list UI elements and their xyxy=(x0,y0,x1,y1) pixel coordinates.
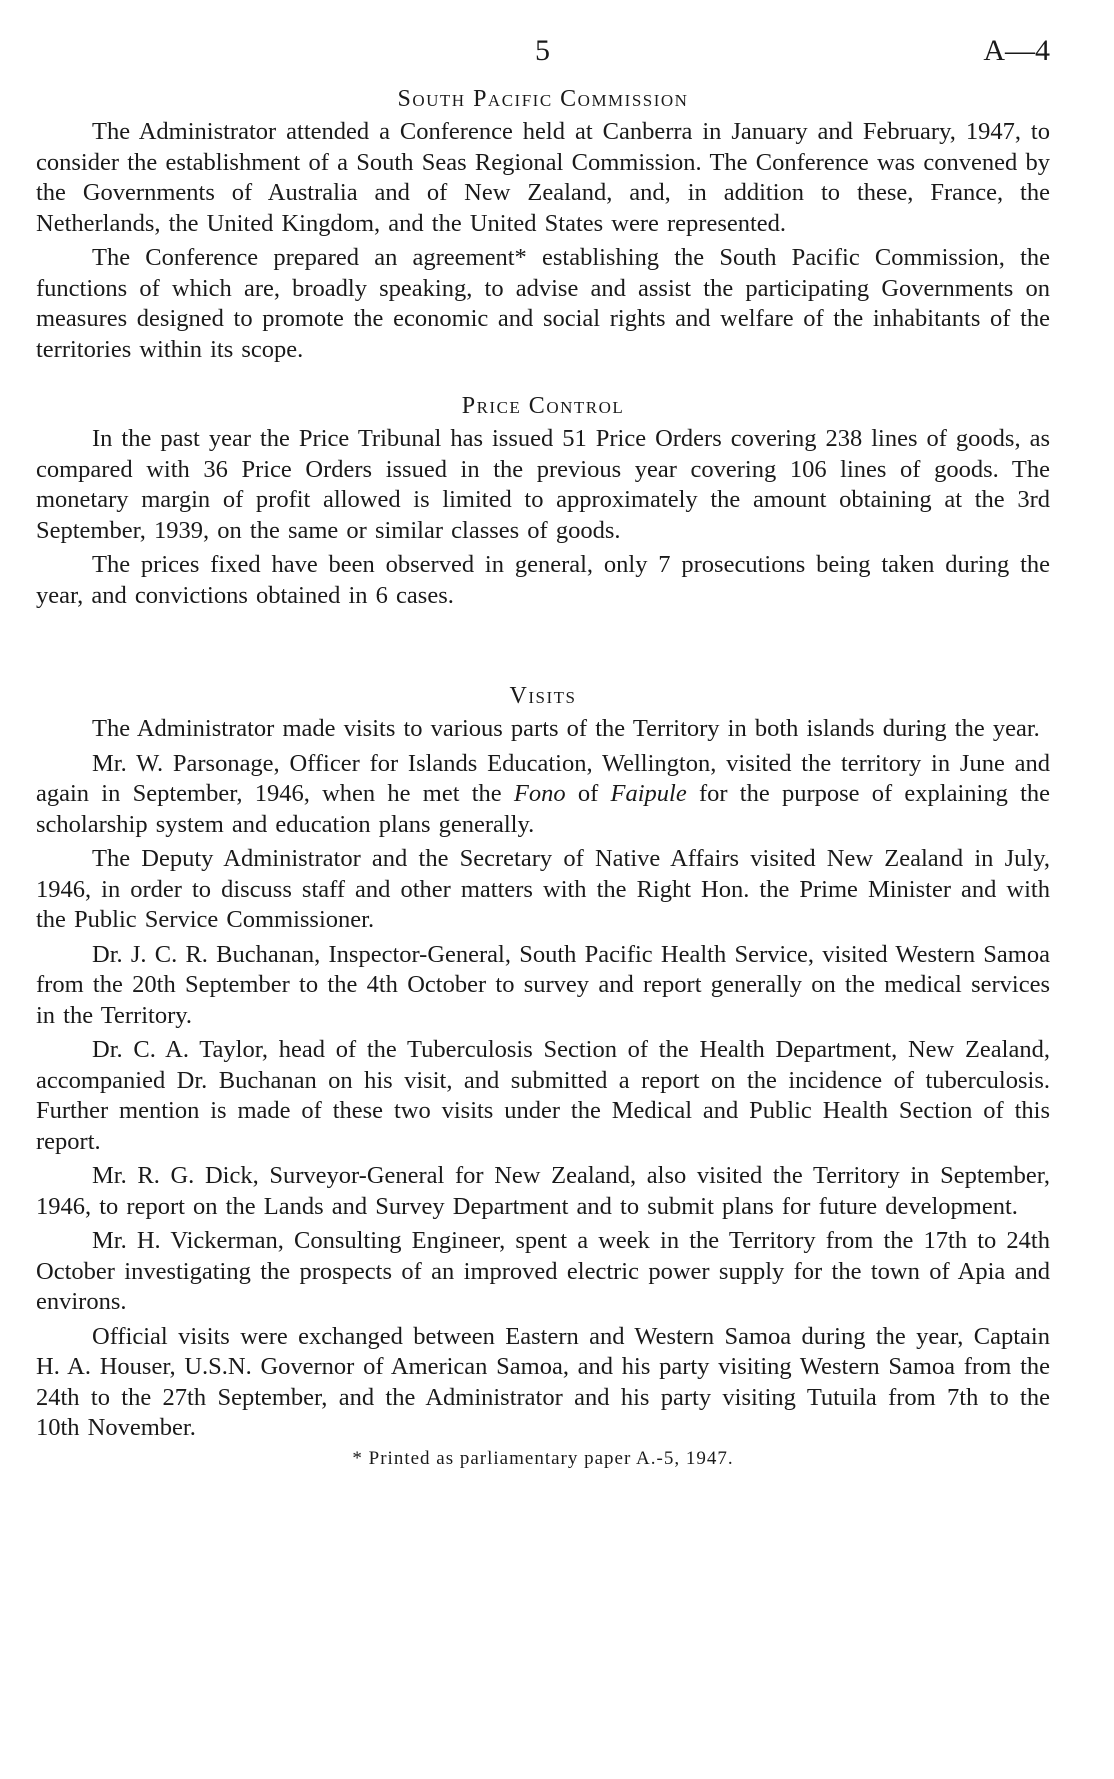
section-price-control xyxy=(36,393,1050,611)
paragraph: Official visits were exchanged between Eastern and Western Samoa during the year, Captain H. A. Houser, U.S.N. Governor of American Samoa, and his party visiting Western Samoa from the 24th to the 27th September, and the Administrator and his party visiting Tutuila from 7th to the 10th November. xyxy=(36,1322,1050,1441)
paragraph: In the past year the Price Tribunal has issued 51 Price Orders covering 238 lines of goods, as compared with 36 Price Orders issued in the previous year covering 106 lines of goods. The monetary margin of profit allowed is limited to approximately the amount obtaining at the 3rd September, 1939, on the same or similar classes of goods. xyxy=(36,425,1050,544)
paragraph: The Administrator made visits to various parts of the Territory in both islands during the year. xyxy=(92,715,1040,742)
text-run: Mr. W. Parsonage, Officer for Islands Education, Wellington, visited the territory in June and again in September, 1946, when he met the xyxy=(36,749,1050,807)
paragraph xyxy=(36,749,1050,841)
section-heading: Visits xyxy=(509,683,577,709)
paragraph: Dr. C. A. Taylor, head of the Tuberculosis Section of the Health Department, New Zealand, accompanied Dr. Buchanan on his visit, and submitted a report on the incidence of tuberculosis. Further mention is made of these two visits under the Medical and Public Health Section of this report. xyxy=(36,1036,1050,1155)
paragraph: The prices fixed have been observed in general, only 7 prosecutions being taken during the year, and convictions obtained in 6 cases. xyxy=(36,551,1050,609)
paragraph: Mr. R. G. Dick, Surveyor-General for New Zealand, also visited the Territory in September, 1946, to report on the Lands and Survey Department and to submit plans for future development. xyxy=(36,1162,1050,1220)
italic-term: Fono xyxy=(513,780,566,807)
document-reference: A—4 xyxy=(983,34,1050,67)
document-page xyxy=(36,34,1050,1470)
paragraph: The Conference prepared an agreement* establishing the South Pacific Commission, the functions of which are, broadly speaking, to advise and assist the participating Governments on measures designed to promote the economic and social rights and welfare of the inhabitants of the territories within its scope. xyxy=(36,244,1050,363)
section-visits xyxy=(36,683,1050,1444)
section-south-pacific-commission xyxy=(36,86,1050,365)
page-header xyxy=(36,34,1050,80)
paragraph: The Deputy Administrator and the Secretary of Native Affairs visited New Zealand in July, 1946, in order to discuss staff and other matters with the Right Hon. the Prime Minister and with the Public Service Commissioner. xyxy=(36,845,1050,933)
paragraph: Dr. J. C. R. Buchanan, Inspector-General, South Pacific Health Service, visited Western Samoa from the 20th September to the 4th October to survey and report generally on the medical services in the Territory. xyxy=(36,940,1050,1029)
italic-term: Faipule xyxy=(610,780,687,807)
text-run: for the purpose of explaining the scholarship system and education plans generally. xyxy=(36,780,1050,838)
section-heading: Price Control xyxy=(461,393,625,419)
paragraph: Mr. H. Vickerman, Consulting Engineer, spent a week in the Territory from the 17th to 24th October investigating the prospects of an improved electric power supply for the town of Apia and environs. xyxy=(36,1227,1050,1315)
footnote: * Printed as parliamentary paper A.-5, 1947. xyxy=(352,1447,734,1469)
text-run: of xyxy=(565,780,611,807)
paragraph: The Administrator attended a Conference held at Canberra in January and February, 1947, to consider the establishment of a South Seas Regional Commission. The Conference was convened by the Governments of Australia and of New Zealand, and, in addition to these, France, the Netherlands, the United Kingdom, and the United States were represented. xyxy=(36,118,1050,237)
page-number: 5 xyxy=(535,34,551,67)
section-heading: South Pacific Commission xyxy=(397,86,689,112)
